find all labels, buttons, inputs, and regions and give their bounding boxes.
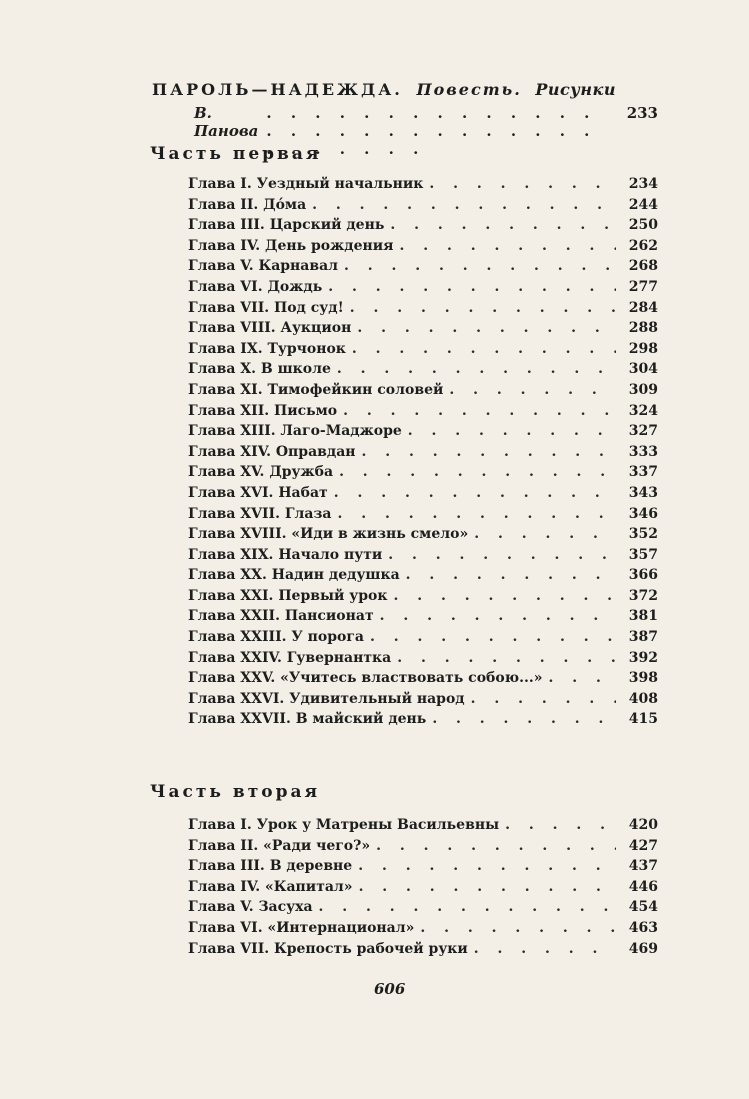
toc-page-number: 244 — [628, 196, 658, 213]
toc-entry-title — [188, 691, 465, 707]
dot-leader — [406, 567, 616, 583]
work-title: ПАРОЛЬ—НАДЕЖДА. — [152, 80, 403, 99]
chapter-number: Глава XIX. — [188, 546, 274, 563]
toc-entry[interactable] — [188, 858, 658, 879]
toc-entry[interactable] — [188, 650, 658, 671]
chapter-title: Тимофейкин соловей — [267, 381, 444, 398]
toc-page-number: 268 — [628, 258, 658, 275]
dot-leader — [362, 444, 616, 460]
toc-page-number: 408 — [628, 690, 658, 707]
chapter-number: Глава IX. — [188, 340, 263, 357]
toc-entry-title — [188, 238, 393, 254]
toc-entry[interactable] — [188, 320, 658, 341]
toc-page-number: 398 — [628, 670, 658, 687]
chapter-title: Царский день — [269, 217, 385, 234]
toc-entry-title — [188, 838, 370, 854]
toc-entry[interactable] — [188, 279, 658, 300]
chapter-number: Глава VI. — [188, 919, 263, 936]
toc-entry[interactable] — [188, 382, 658, 403]
dot-leader — [471, 691, 616, 707]
toc-page-number: 250 — [628, 217, 658, 234]
toc-entry[interactable] — [188, 258, 658, 279]
chapter-number: Глава XV. — [188, 464, 265, 481]
dot-leader — [380, 608, 616, 624]
toc-page-number: 277 — [628, 278, 658, 295]
toc-entry-title — [188, 608, 374, 624]
toc-entry[interactable] — [188, 838, 658, 859]
chapter-title: Дождь — [267, 278, 323, 295]
illustrator-name: В. Панова — [194, 104, 259, 140]
part-two-toc — [188, 817, 658, 961]
toc-entry[interactable] — [188, 506, 658, 527]
toc-entry-title — [188, 320, 351, 336]
toc-page-number: 469 — [628, 940, 658, 957]
toc-entry[interactable] — [188, 176, 658, 197]
toc-page-number: 463 — [628, 919, 658, 936]
chapter-number: Глава XVII. — [188, 505, 280, 522]
toc-page-number: 346 — [628, 505, 658, 522]
chapter-title: Засуха — [258, 899, 313, 916]
dot-leader — [393, 588, 616, 604]
part-one-toc — [188, 176, 658, 732]
dot-leader — [408, 423, 616, 439]
dot-leader — [432, 711, 616, 727]
toc-entry-title — [188, 485, 328, 501]
dot-leader — [376, 838, 616, 854]
toc-entry[interactable] — [188, 464, 658, 485]
chapter-title: Под суд! — [274, 299, 344, 316]
toc-page-number: 343 — [628, 484, 658, 501]
chapter-title: Аукцион — [280, 320, 352, 337]
chapter-title: Начало пути — [278, 546, 383, 563]
chapter-title: День рождения — [265, 237, 394, 254]
chapter-number: Глава I. — [188, 817, 252, 833]
toc-entry-title — [188, 361, 331, 377]
dot-leader — [358, 858, 616, 874]
work-page-number: 233 — [626, 104, 658, 122]
dot-leader — [350, 300, 616, 316]
toc-entry-title — [188, 464, 333, 480]
toc-page-number: 446 — [628, 878, 658, 895]
toc-page-number: 304 — [628, 361, 658, 378]
chapter-title: Дружба — [269, 464, 334, 481]
toc-entry[interactable] — [188, 197, 658, 218]
toc-entry[interactable] — [188, 217, 658, 238]
chapter-title: «Учитесь властвовать собою...» — [280, 670, 543, 687]
toc-entry-title — [188, 444, 356, 460]
toc-page-number: 337 — [628, 464, 658, 481]
dot-leader — [390, 217, 616, 233]
toc-entry[interactable] — [188, 691, 658, 712]
toc-entry[interactable] — [188, 608, 658, 629]
chapter-number: Глава XXV. — [188, 670, 276, 687]
work-title-line — [152, 80, 616, 99]
dot-leader — [505, 817, 616, 833]
chapter-number: Глава XXII. — [188, 608, 280, 625]
chapter-number: Глава V. — [188, 899, 254, 916]
chapter-title: Глаза — [284, 505, 332, 522]
dot-leader — [388, 547, 616, 563]
chapter-number: Глава XXIV. — [188, 649, 282, 666]
toc-page-number: 454 — [628, 899, 658, 916]
dot-leader — [337, 361, 616, 377]
dot-leader — [357, 320, 616, 336]
dot-leader — [370, 629, 616, 645]
part-two-heading: Часть вторая — [150, 782, 321, 802]
dot-leader — [429, 176, 616, 192]
dot-leader — [312, 197, 616, 213]
toc-page-number: 262 — [628, 237, 658, 254]
chapter-title: В деревне — [269, 858, 353, 875]
toc-entry[interactable] — [188, 941, 658, 962]
chapter-number: Глава XXVII. — [188, 711, 291, 728]
toc-page-number: 234 — [628, 176, 658, 192]
toc-entry[interactable] — [188, 547, 658, 568]
dot-leader — [319, 899, 616, 915]
chapter-number: Глава XIII. — [188, 423, 276, 440]
dot-leader — [359, 879, 616, 895]
chapter-title: В школе — [260, 361, 331, 378]
toc-entry-title — [188, 858, 352, 874]
chapter-number: Глава VII. — [188, 299, 270, 316]
toc-entry-title — [188, 300, 344, 316]
chapter-number: Глава X. — [188, 361, 257, 378]
dot-leader — [548, 670, 616, 686]
toc-page-number: 392 — [628, 649, 658, 666]
toc-entry[interactable] — [188, 588, 658, 609]
toc-entry[interactable] — [188, 361, 658, 382]
toc-entry-title — [188, 567, 400, 583]
chapter-title: Письмо — [274, 402, 338, 419]
toc-page-number: 437 — [628, 858, 658, 875]
chapter-number: Глава XXVI. — [188, 690, 285, 707]
toc-page-number: 298 — [628, 340, 658, 357]
toc-entry[interactable] — [188, 879, 658, 900]
chapter-title: «Иди в жизнь смело» — [291, 526, 469, 543]
toc-entry-title — [188, 941, 468, 957]
toc-entry-title — [188, 670, 542, 686]
dot-leader — [344, 258, 616, 274]
chapter-number: Глава V. — [188, 258, 254, 275]
chapter-title: Дóма — [263, 196, 307, 213]
toc-page-number: 366 — [628, 567, 658, 584]
dot-leader — [420, 920, 616, 936]
chapter-number: Глава I. — [188, 176, 252, 192]
dot-leader — [397, 650, 616, 666]
toc-entry[interactable] — [188, 567, 658, 588]
toc-page-number: 420 — [628, 817, 658, 833]
page-folio: 606 — [374, 980, 406, 998]
toc-entry-title — [188, 817, 499, 833]
chapter-title: Уездный начальник — [256, 176, 424, 192]
chapter-number: Глава III. — [188, 858, 265, 875]
chapter-title: У порога — [291, 629, 365, 646]
dot-leader — [337, 506, 616, 522]
chapter-number: Глава XVI. — [188, 484, 274, 501]
toc-entry[interactable] — [188, 341, 658, 362]
chapter-title: Удивительный народ — [289, 690, 465, 707]
toc-entry[interactable] — [188, 711, 658, 732]
dot-leader — [474, 526, 616, 542]
chapter-title: Пансионат — [284, 608, 374, 625]
dot-leader — [449, 382, 616, 398]
toc-entry-title — [188, 650, 391, 666]
chapter-number: Глава XII. — [188, 402, 270, 419]
toc-page-number: 324 — [628, 402, 658, 419]
toc-entry-title — [188, 403, 337, 419]
toc-entry[interactable] — [188, 238, 658, 259]
toc-page-number: 387 — [628, 629, 658, 646]
toc-entry[interactable] — [188, 817, 658, 838]
chapter-title: Крепость рабочей руки — [274, 940, 468, 957]
toc-entry-title — [188, 711, 426, 727]
chapter-title: «Капитал» — [265, 878, 353, 895]
toc-entry-title — [188, 341, 346, 357]
chapter-number: Глава IV. — [188, 878, 261, 895]
toc-entry-title — [188, 279, 322, 295]
chapter-title: «Ради чего?» — [263, 837, 371, 854]
toc-entry-title — [188, 547, 382, 563]
chapter-number: Глава III. — [188, 217, 265, 234]
chapter-title: Урок у Матрены Васильевны — [256, 817, 500, 833]
toc-entry[interactable] — [188, 423, 658, 444]
work-genre: Повесть. — [416, 80, 522, 99]
chapter-number: Глава XX. — [188, 567, 267, 584]
toc-page-number: 372 — [628, 587, 658, 604]
toc-page-number: 352 — [628, 526, 658, 543]
chapter-title: Карнавал — [258, 258, 339, 275]
chapter-number: Глава XXI. — [188, 587, 274, 604]
toc-page-number: 309 — [628, 381, 658, 398]
toc-page-number: 381 — [628, 608, 658, 625]
chapter-number: Глава XI. — [188, 381, 263, 398]
toc-entry-title — [188, 382, 443, 398]
chapter-number: Глава VIII. — [188, 320, 276, 337]
dot-leader — [328, 279, 616, 295]
toc-entry[interactable] — [188, 899, 658, 920]
chapter-number: Глава IV. — [188, 237, 261, 254]
chapter-number: Глава VII. — [188, 940, 270, 957]
toc-page-number: 333 — [628, 443, 658, 460]
toc-entry[interactable] — [188, 403, 658, 424]
chapter-number: Глава II. — [188, 196, 259, 213]
dot-leader — [474, 941, 616, 957]
toc-entry-title — [188, 588, 387, 604]
toc-entry-title — [188, 258, 338, 274]
dot-leader — [343, 403, 616, 419]
chapter-title: Первый урок — [278, 587, 388, 604]
chapter-number: Глава XXIII. — [188, 629, 287, 646]
toc-entry[interactable] — [188, 629, 658, 650]
toc-entry-title — [188, 629, 364, 645]
chapter-title: Турчонок — [267, 340, 346, 357]
chapter-title: Надин дедушка — [271, 567, 400, 584]
toc-entry-title — [188, 879, 353, 895]
dot-leader — [334, 485, 616, 501]
chapter-title: «Интернационал» — [267, 919, 415, 936]
toc-entry-title — [188, 176, 423, 192]
part-one-heading: Часть первая — [150, 144, 322, 164]
toc-page-number: 327 — [628, 423, 658, 440]
chapter-number: Глава XIV. — [188, 443, 271, 460]
chapter-number: Глава II. — [188, 837, 259, 854]
dot-leader — [339, 464, 616, 480]
chapter-title: Набат — [278, 484, 328, 501]
toc-entry[interactable] — [188, 920, 658, 941]
chapter-title: Лаго-Маджоре — [280, 423, 402, 440]
toc-entry[interactable] — [188, 485, 658, 506]
toc-entry-title — [188, 197, 306, 213]
toc-entry[interactable] — [188, 526, 658, 547]
toc-entry[interactable] — [188, 670, 658, 691]
toc-entry-title — [188, 506, 331, 522]
chapter-number: Глава XVIII. — [188, 526, 287, 543]
toc-page-number: 288 — [628, 320, 658, 337]
chapter-title: Оправдан — [275, 443, 356, 460]
toc-page-number: 284 — [628, 299, 658, 316]
toc-entry-title — [188, 526, 468, 542]
dot-leader — [399, 238, 616, 254]
dot-leader — [352, 341, 616, 357]
toc-entry[interactable] — [188, 444, 658, 465]
chapter-number: Глава VI. — [188, 278, 263, 295]
toc-entry-title — [188, 217, 384, 233]
chapter-title: В майский день — [295, 711, 427, 728]
toc-entry-title — [188, 423, 402, 439]
toc-entry-title — [188, 920, 414, 936]
chapter-title: Гувернантка — [286, 649, 392, 666]
work-illustrations-label: Рисунки — [535, 80, 616, 99]
toc-entry[interactable] — [188, 300, 658, 321]
toc-entry-title — [188, 899, 313, 915]
toc-page-number: 357 — [628, 546, 658, 563]
toc-page-number: 415 — [628, 711, 658, 728]
toc-page-number: 427 — [628, 837, 658, 854]
